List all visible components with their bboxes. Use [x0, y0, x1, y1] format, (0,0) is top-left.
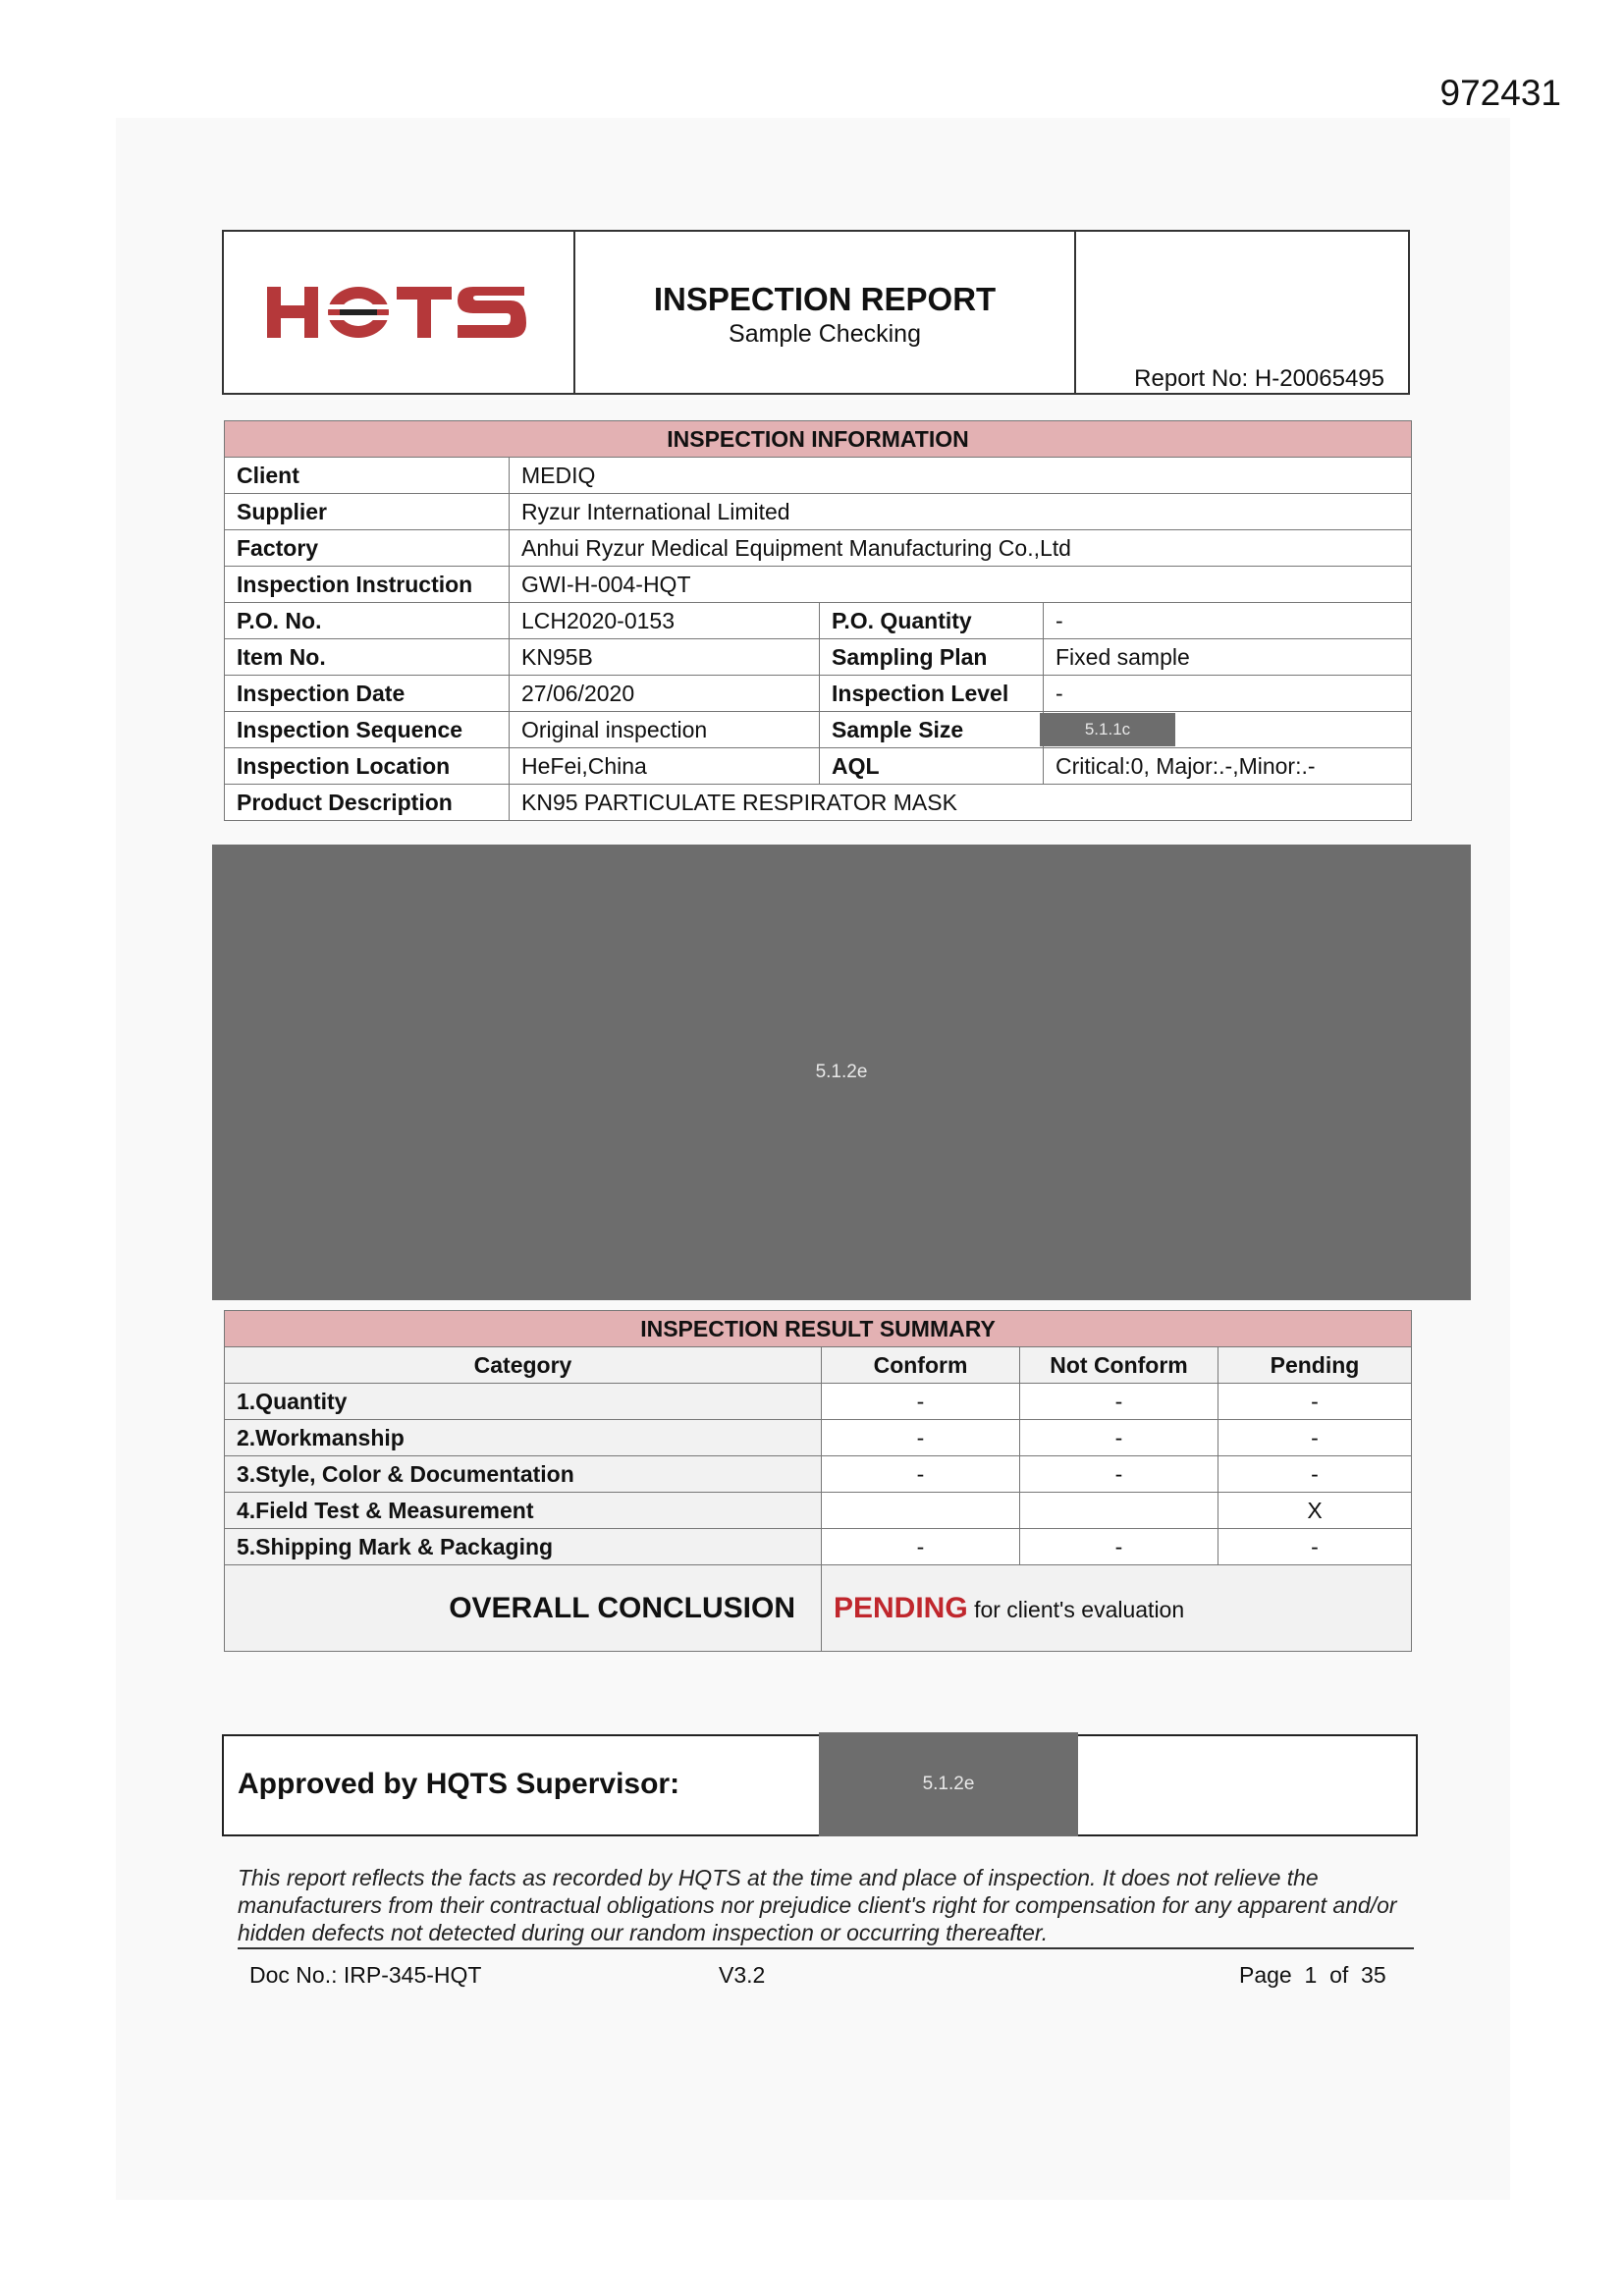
instruction-label: Inspection Instruction: [225, 567, 510, 603]
not-conform-cell: -: [1020, 1529, 1218, 1565]
client-label: Client: [225, 458, 510, 494]
table-row: [225, 458, 1412, 494]
not-conform-cell: -: [1020, 1420, 1218, 1456]
table-row: [225, 1420, 1412, 1456]
not-conform-cell: -: [1020, 1456, 1218, 1493]
conform-cell: -: [822, 1384, 1020, 1420]
pending-cell: X: [1218, 1493, 1412, 1529]
signature-redaction: 5.1.2e: [819, 1732, 1078, 1836]
overall-conclusion-value: [822, 1565, 1412, 1652]
inspection-level-label: Inspection Level: [820, 676, 1044, 712]
conform-cell: [822, 1493, 1020, 1529]
inspection-date-value: 27/06/2020: [510, 676, 820, 712]
inspection-information-table: [224, 420, 1412, 821]
table-row: [225, 1456, 1412, 1493]
pending-cell: -: [1218, 1384, 1412, 1420]
supplier-value: Ryzur International Limited: [510, 494, 1412, 530]
sampling-plan-label: Sampling Plan: [820, 639, 1044, 676]
page-indicator: [1239, 1962, 1386, 1989]
instruction-value: GWI-H-004-HQT: [510, 567, 1412, 603]
po-quantity-label: P.O. Quantity: [820, 603, 1044, 639]
disclaimer: This report reflects the facts as recorded by HQTS at the time and place of inspection. It does not relieve the manufacturers from their contractual obligations nor prejudice client's right for compensation for any apparent and/or hidden defects not detected during our random inspection or occurring thereafter.: [238, 1865, 1397, 1945]
category-cell: 2.Workmanship: [225, 1420, 822, 1456]
category-cell: 1.Quantity: [225, 1384, 822, 1420]
inspection-result-summary-table: [224, 1310, 1412, 1652]
not-conform-cell: [1020, 1493, 1218, 1529]
report-title: INSPECTION REPORT: [653, 281, 997, 317]
image-redaction: 5.1.2e: [212, 845, 1471, 1300]
product-description-value: KN95 PARTICULATE RESPIRATOR MASK: [510, 785, 1412, 821]
category-cell: 4.Field Test & Measurement: [225, 1493, 822, 1529]
conform-cell: -: [822, 1420, 1020, 1456]
conform-cell: -: [822, 1456, 1020, 1493]
item-value: KN95B: [510, 639, 820, 676]
page-label: Page: [1239, 1962, 1292, 1988]
column-header-category: Category: [225, 1347, 822, 1384]
report-header: [222, 230, 1410, 395]
document-id: 972431: [1439, 73, 1561, 113]
table-row: [225, 1493, 1412, 1529]
hqts-logo-icon: [265, 283, 532, 342]
table-row: [225, 712, 1412, 748]
column-header-conform: Conform: [822, 1347, 1020, 1384]
page-of: of: [1329, 1962, 1349, 1988]
inspection-location-label: Inspection Location: [225, 748, 510, 785]
pending-cell: -: [1218, 1456, 1412, 1493]
pending-cell: -: [1218, 1420, 1412, 1456]
table-row: [225, 530, 1412, 567]
table-row: [225, 639, 1412, 676]
category-cell: 5.Shipping Mark & Packaging: [225, 1529, 822, 1565]
conclusion-note: for client's evaluation: [967, 1596, 1185, 1622]
sample-size-label: Sample Size: [820, 712, 1044, 748]
column-header-not-conform: Not Conform: [1020, 1347, 1218, 1384]
sample-size-redaction: 5.1.1c: [1040, 713, 1175, 746]
result-summary-header: INSPECTION RESULT SUMMARY: [225, 1311, 1412, 1347]
inspection-location-value: HeFei,China: [510, 748, 820, 785]
po-quantity-value: -: [1044, 603, 1412, 639]
approval-box: [222, 1734, 1418, 1836]
table-row: [225, 494, 1412, 530]
category-cell: 3.Style, Color & Documentation: [225, 1456, 822, 1493]
pending-cell: -: [1218, 1529, 1412, 1565]
aql-value: Critical:0, Major:.-,Minor:.-: [1044, 748, 1412, 785]
table-row: [225, 1384, 1412, 1420]
summary-column-headers: [225, 1347, 1412, 1384]
sample-size-value: [1044, 712, 1412, 748]
report-subtitle: Sample Checking: [729, 320, 921, 348]
po-value: LCH2020-0153: [510, 603, 820, 639]
table-row: [225, 603, 1412, 639]
table-row: [225, 676, 1412, 712]
overall-conclusion-label: OVERALL CONCLUSION: [225, 1565, 822, 1652]
table-row: [225, 748, 1412, 785]
inspection-level-value: -: [1044, 676, 1412, 712]
page-total: 35: [1361, 1962, 1386, 1988]
inspection-information-header: INSPECTION INFORMATION: [225, 421, 1412, 458]
conform-cell: -: [822, 1529, 1020, 1565]
page-number: 1: [1304, 1962, 1318, 1988]
approval-label: Approved by HQTS Supervisor:: [238, 1768, 680, 1800]
report-number-block: [1076, 232, 1408, 393]
not-conform-cell: -: [1020, 1384, 1218, 1420]
footer-divider: [238, 1947, 1414, 1949]
factory-label: Factory: [225, 530, 510, 567]
factory-value: Anhui Ryzur Medical Equipment Manufacturing Co.,Ltd: [510, 530, 1412, 567]
conclusion-status: PENDING: [834, 1591, 968, 1624]
aql-label: AQL: [820, 748, 1044, 785]
column-header-pending: Pending: [1218, 1347, 1412, 1384]
product-description-label: Product Description: [225, 785, 510, 821]
item-label: Item No.: [225, 639, 510, 676]
table-row: [225, 1529, 1412, 1565]
po-label: P.O. No.: [225, 603, 510, 639]
doc-version: V3.2: [719, 1962, 766, 1988]
hqts-logo: [224, 232, 575, 393]
table-row: [225, 567, 1412, 603]
table-row: [225, 785, 1412, 821]
overall-conclusion-row: [225, 1565, 1412, 1652]
supplier-label: Supplier: [225, 494, 510, 530]
inspection-sequence-label: Inspection Sequence: [225, 712, 510, 748]
report-number: Report No: H-20065495: [1134, 365, 1384, 392]
inspection-sequence-value: Original inspection: [510, 712, 820, 748]
client-value: MEDIQ: [510, 458, 1412, 494]
sampling-plan-value: Fixed sample: [1044, 639, 1412, 676]
doc-number: Doc No.: IRP-345-HQT: [249, 1962, 482, 1988]
report-title-block: [575, 232, 1076, 393]
inspection-date-label: Inspection Date: [225, 676, 510, 712]
